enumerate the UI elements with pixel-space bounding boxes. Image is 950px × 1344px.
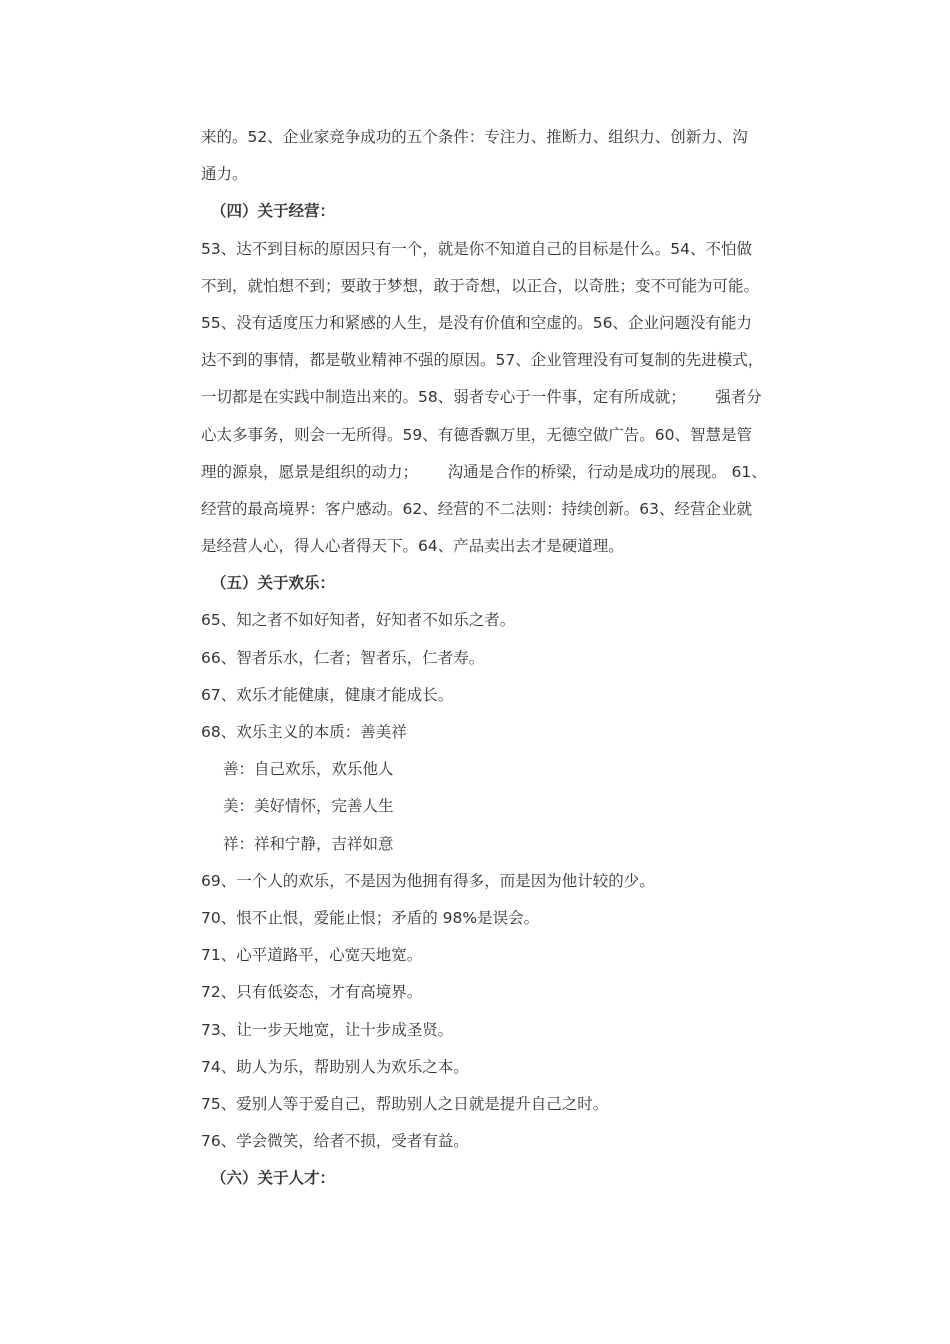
paragraph-line: 一切都是在实践中制造出来的。58、弱者专心于一件事，定有所成就； 强者分 xyxy=(201,388,762,407)
list-item: 69、一个人的欢乐，不是因为他拥有得多，而是因为他计较的少。 xyxy=(201,871,655,890)
section-heading-business: （四）关于经营： xyxy=(211,202,336,221)
list-item: 67、欢乐才能健康，健康才能成长。 xyxy=(201,685,454,704)
sub-list-item: 祥：祥和宁静，吉祥如意 xyxy=(223,834,394,853)
section-heading-talent: （六）关于人才： xyxy=(211,1169,336,1188)
list-item: 68、欢乐主义的本质：善美祥 xyxy=(201,723,407,741)
paragraph-line: 心太多事务，则会一无所得。59、有德香飘万里，无德空做广告。60、智慧是管 xyxy=(201,425,752,444)
paragraph-line: 达不到的事情，都是敬业精神不强的原因。57、企业管理没有可复制的先进模式， xyxy=(201,351,764,370)
sub-list-item: 善：自己欢乐，欢乐他人 xyxy=(223,760,394,779)
list-item: 70、恨不止恨，爱能止恨；矛盾的 98%是误会。 xyxy=(201,908,540,927)
paragraph-line: 经营的最高境界：客户感动。62、经营的不二法则：持续创新。63、经营企业就 xyxy=(201,499,752,518)
paragraph-line: 55、没有适度压力和紧感的人生，是没有价值和空虚的。56、企业问题没有能力 xyxy=(201,313,752,332)
paragraph-line: 53、达不到目标的原因只有一个，就是你不知道自己的目标是什么。54、不怕做 xyxy=(201,239,752,258)
list-item: 73、让一步天地宽，让十步成圣贤。 xyxy=(201,1020,454,1039)
paragraph-line: 通力。 xyxy=(201,165,248,184)
list-item: 74、助人为乐，帮助别人为欢乐之本。 xyxy=(201,1057,469,1076)
list-item: 72、只有低姿态，才有高境界。 xyxy=(201,983,423,1002)
list-item: 71、心平道路平，心宽天地宽。 xyxy=(201,946,423,965)
sub-list-item: 美：美好情怀，完善人生 xyxy=(223,797,394,816)
paragraph-line: 不到，就怕想不到；要敢于梦想，敢于奇想，以正合，以奇胜；变不可能为可能。 xyxy=(201,276,760,295)
paragraph-line: 理的源泉，愿景是组织的动力； 沟通是合作的桥梁，行动是成功的展现。 61、 xyxy=(201,462,767,481)
list-item: 65、知之者不如好知者，好知者不如乐之者。 xyxy=(201,611,516,630)
paragraph-line: 是经营人心，得人心者得天下。64、产品卖出去才是硬道理。 xyxy=(201,537,624,556)
list-item: 75、爱别人等于爱自己，帮助别人之日就是提升自己之时。 xyxy=(201,1094,609,1113)
section-heading-happiness: （五）关于欢乐： xyxy=(211,574,336,593)
list-item: 76、学会微笑，给者不损，受者有益。 xyxy=(201,1132,469,1151)
paragraph-line: 来的。52、企业家竞争成功的五个条件：专注力、推断力、组织力、创新力、沟 xyxy=(201,128,748,146)
document-body xyxy=(201,119,801,1197)
list-item: 66、智者乐水，仁者；智者乐，仁者寿。 xyxy=(201,648,485,667)
